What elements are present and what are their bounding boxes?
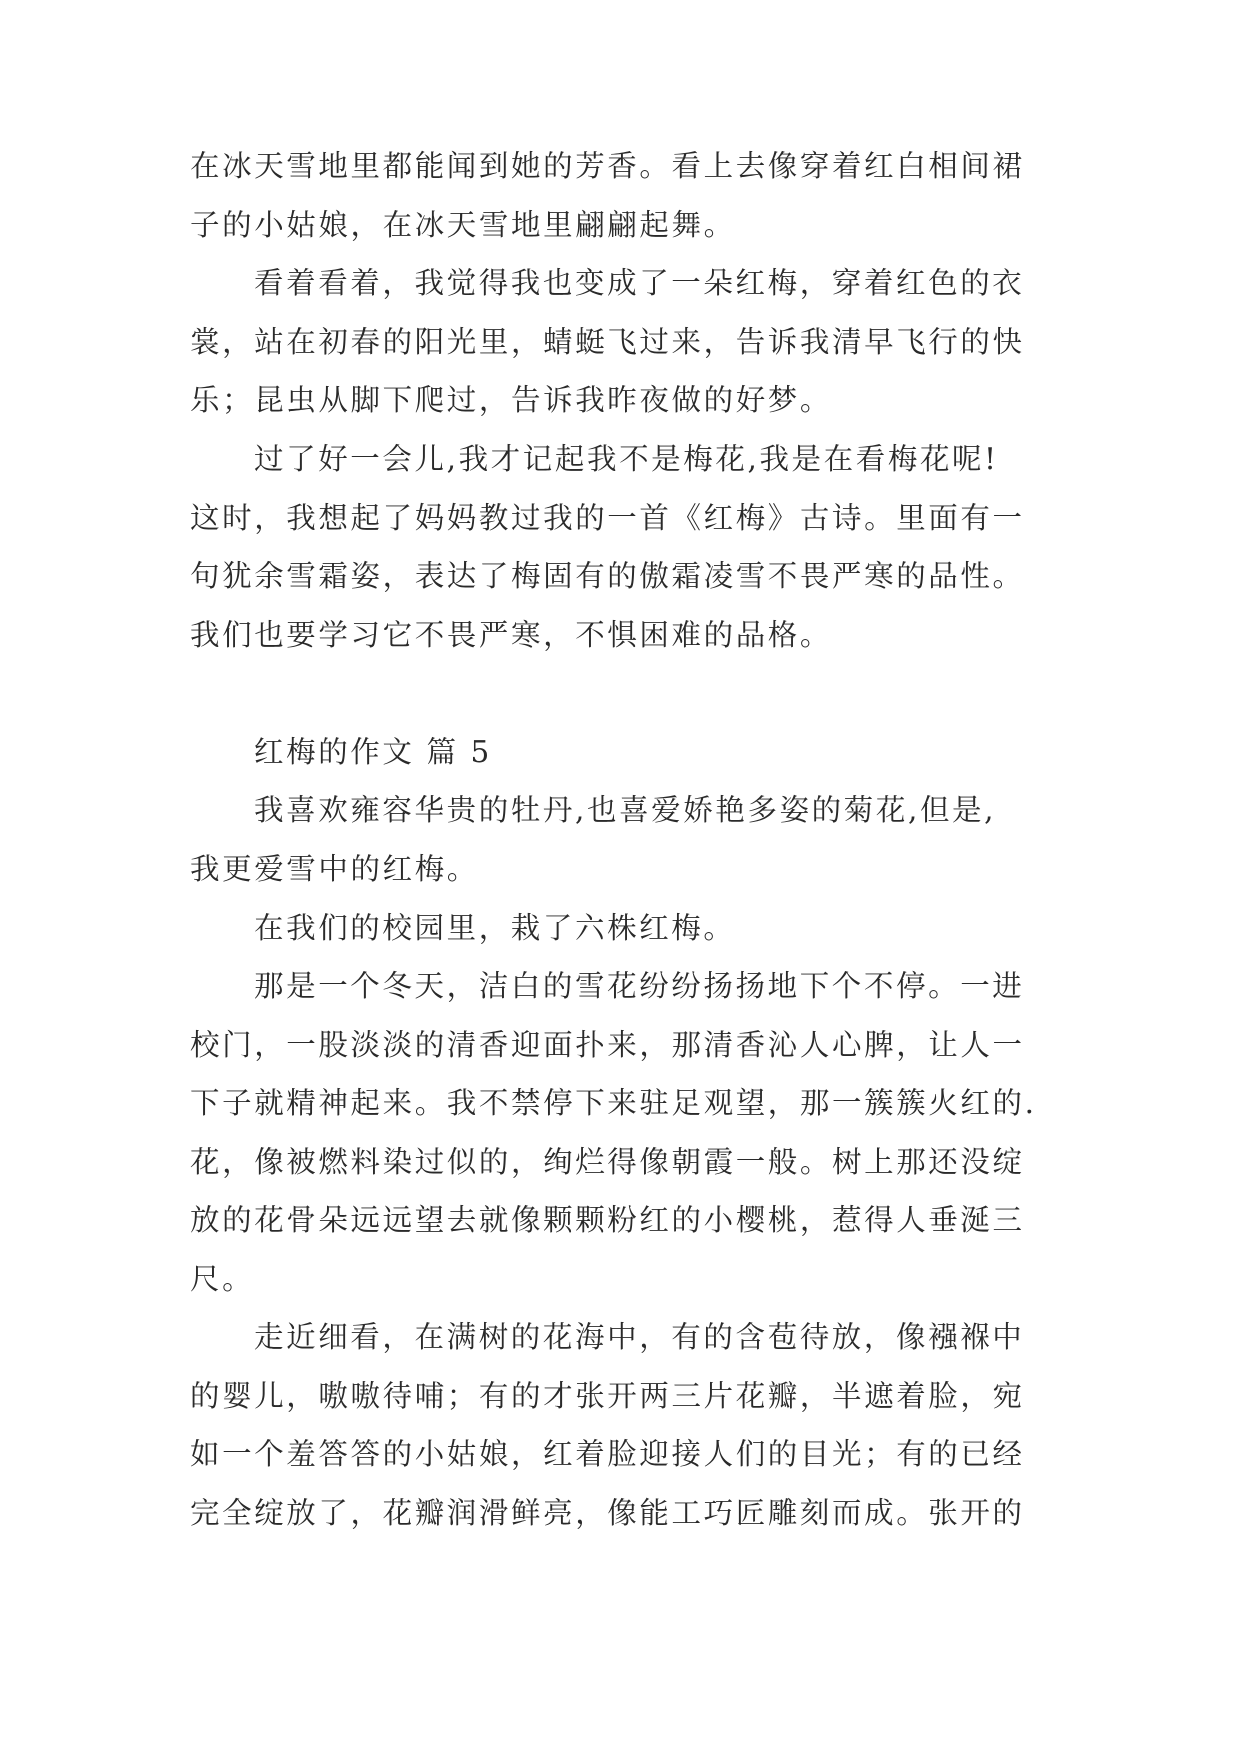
paragraph-3-line-1: 过了好一会儿,我才记起我不是梅花,我是在看梅花呢!	[254, 442, 999, 476]
paragraph-3-line-2: 这时，我想起了妈妈教过我的一首《红梅》古诗。里面有一	[190, 501, 1025, 535]
paragraph-6-line-3: 下子就精神起来。我不禁停下来驻足观望，那一簇簇火红的.	[190, 1086, 1037, 1120]
paragraph-4-line-1: 我喜欢雍容华贵的牡丹,也喜爱娇艳多姿的菊花,但是,	[254, 793, 997, 827]
paragraph-2-line-3: 乐；昆虫从脚下爬过，告诉我昨夜做的好梦。	[190, 383, 833, 417]
paragraph-1-line-1: 在冰天雪地里都能闻到她的芳香。看上去像穿着红白相间裙	[190, 149, 1025, 183]
paragraph-7-line-4: 完全绽放了，花瓣润滑鲜亮，像能工巧匠雕刻而成。张开的	[190, 1496, 1025, 1530]
paragraph-1-line-2: 子的小姑娘，在冰天雪地里翩翩起舞。	[190, 208, 736, 242]
paragraph-7-line-3: 如一个羞答答的小姑娘，红着脸迎接人们的目光；有的已经	[190, 1437, 1025, 1471]
paragraph-6-line-1: 那是一个冬天，洁白的雪花纷纷扬扬地下个不停。一进	[254, 969, 1025, 1003]
paragraph-6-line-6: 尺。	[190, 1262, 255, 1296]
section-heading: 红梅的作文 篇 5	[254, 735, 492, 769]
paragraph-4-line-2: 我更爱雪中的红梅。	[190, 852, 479, 886]
paragraph-3-line-4: 我们也要学习它不畏严寒，不惧困难的品格。	[190, 618, 833, 652]
paragraph-3-line-3: 句犹余雪霜姿，表达了梅固有的傲霜凌雪不畏严寒的品性。	[190, 559, 1025, 593]
paragraph-6-line-5: 放的花骨朵远远望去就像颗颗粉红的小樱桃，惹得人垂涎三	[190, 1203, 1025, 1237]
paragraph-6-line-2: 校门，一股淡淡的清香迎面扑来，那清香沁人心脾，让人一	[190, 1028, 1025, 1062]
paragraph-2-line-1: 看着看着，我觉得我也变成了一朵红梅，穿着红色的衣	[254, 266, 1025, 300]
paragraph-2-line-2: 裳，站在初春的阳光里，蜻蜓飞过来，告诉我清早飞行的快	[190, 325, 1025, 359]
paragraph-7-line-1: 走近细看，在满树的花海中，有的含苞待放，像襁褓中	[254, 1320, 1025, 1354]
paragraph-7-line-2: 的婴儿，嗷嗷待哺；有的才张开两三片花瓣，半遮着脸，宛	[190, 1379, 1025, 1413]
paragraph-5-line-1: 在我们的校园里，栽了六株红梅。	[254, 911, 736, 945]
paragraph-6-line-4: 花，像被燃料染过似的，绚烂得像朝霞一般。树上那还没绽	[190, 1145, 1025, 1179]
